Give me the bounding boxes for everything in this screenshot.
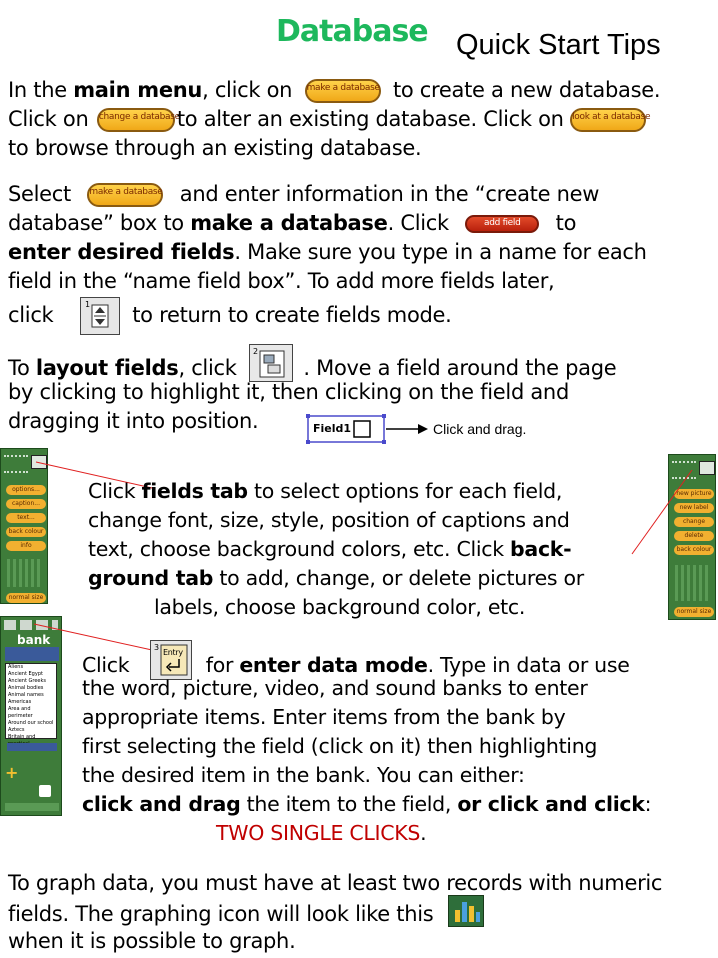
back-colour-button[interactable]: back colour <box>674 545 714 555</box>
layout-fields-icon[interactable] <box>249 344 293 382</box>
delete-button[interactable]: delete <box>674 531 714 541</box>
tab-icon[interactable] <box>699 461 715 475</box>
p1-line3: to browse through an existing database. <box>8 136 422 160</box>
p3-line2: by clicking to highlight it, then clicking on the field and <box>8 380 569 404</box>
look-database-button[interactable]: look at a database <box>570 108 646 132</box>
change-database-button[interactable]: change a database <box>97 108 175 132</box>
p1-line1: In the main menu, click on make a database to create a new database. <box>8 78 661 102</box>
enter-data-mode-icon[interactable] <box>150 640 192 680</box>
p5-line2: the word, picture, video, and sound banks to enter <box>82 676 588 700</box>
list-item[interactable]: Ancient Egypt <box>8 671 43 677</box>
p6-line3: when it is possible to graph. <box>8 929 296 953</box>
normal-size-button[interactable]: normal size <box>6 593 46 603</box>
change-button[interactable]: change <box>674 517 714 527</box>
p5-line5: the desired item in the bank. You can either: <box>82 763 525 787</box>
back-colour-button[interactable]: back colour <box>6 527 46 537</box>
list-item[interactable]: Animal bodies <box>8 685 44 691</box>
p2-line4: field in the “name field box”. To add more fields later, <box>8 269 555 293</box>
p2-line2: database” box to make a database. Click add field to <box>8 211 577 235</box>
make-database-button[interactable]: make a database <box>305 79 381 103</box>
field1-label: Field1 <box>313 422 352 435</box>
create-fields-mode-icon[interactable] <box>80 297 120 335</box>
list-item[interactable]: Area and perimeter <box>8 706 33 719</box>
svg-text:2: 2 <box>253 347 258 356</box>
bank-title: bank <box>17 633 51 647</box>
graph-icon[interactable] <box>448 895 484 927</box>
p5-line1: Click 3 Entry for enter data mode. Type in data or use <box>82 646 630 686</box>
p5-line6: click and drag the item to the field, or click and click: <box>82 792 652 816</box>
p3-line1: To layout fields, click 2 . Move a field around the page <box>8 350 616 388</box>
dice-icon[interactable] <box>39 785 51 797</box>
p4-line1: Click fields tab to select options for each field, <box>88 479 563 503</box>
new-picture-button[interactable]: new picture <box>674 489 714 499</box>
p1-line2: Click on change a databaseto alter an existing database. Click on look at a database <box>8 107 651 131</box>
add-icon[interactable]: + <box>5 763 19 782</box>
list-item[interactable]: Ancient Greeks <box>8 678 46 684</box>
p6-line2: fields. The graphing icon will look like this <box>8 899 484 931</box>
list-item[interactable]: Americas <box>8 699 32 705</box>
options-button[interactable]: options... <box>6 485 46 495</box>
p4-line5: labels, choose background color, etc. <box>154 595 526 619</box>
svg-text:1: 1 <box>84 300 90 309</box>
list-item[interactable]: Aztecs <box>8 727 25 733</box>
text-button[interactable]: text... <box>6 513 46 523</box>
pointer-line-right <box>628 468 698 558</box>
entry-label: Entry <box>162 648 183 657</box>
add-field-button[interactable]: add field <box>465 215 539 233</box>
list-item[interactable]: Britain and <box>8 734 36 740</box>
info-button[interactable]: info <box>6 541 46 551</box>
p5-line3: appropriate items. Enter items from the bank by <box>82 705 566 729</box>
p2-line1: Select make a database and enter information in the “create new <box>8 182 600 206</box>
list-item[interactable]: Aliens <box>8 664 24 670</box>
make-database-button[interactable]: make a database <box>87 183 163 207</box>
caption-button[interactable]: caption... <box>6 499 46 509</box>
p4-line2: change font, size, style, position of captions and <box>88 508 570 532</box>
p4-line4: ground tab to add, change, or delete pictures or <box>88 566 584 590</box>
p5-line4: first selecting the field (click on it) then highlighting <box>82 734 598 758</box>
svg-text:3: 3 <box>153 643 159 652</box>
p3-line3: dragging it into position. <box>8 409 259 433</box>
p6-line1: To graph data, you must have at least two records with numeric <box>8 871 663 895</box>
page-title: Quick Start Tips <box>456 29 661 61</box>
new-label-button[interactable]: new label <box>674 503 714 513</box>
p2-line5: click 1 to return to create fields mode. <box>8 297 452 335</box>
p4-line3: text, choose background colors, etc. Click back- <box>88 537 572 561</box>
list-item[interactable]: Around our school <box>8 720 54 726</box>
normal-size-button[interactable]: normal size <box>674 607 714 617</box>
p2-line3: enter desired fields. Make sure you type in a name for each <box>8 240 647 264</box>
p5-line7: TWO SINGLE CLICKS. <box>216 821 427 845</box>
click-and-drag-label: Click and drag. <box>433 421 527 437</box>
list-item[interactable]: Animal names <box>8 692 44 698</box>
database-logo: Database <box>276 14 428 49</box>
bank-list[interactable] <box>5 663 57 739</box>
